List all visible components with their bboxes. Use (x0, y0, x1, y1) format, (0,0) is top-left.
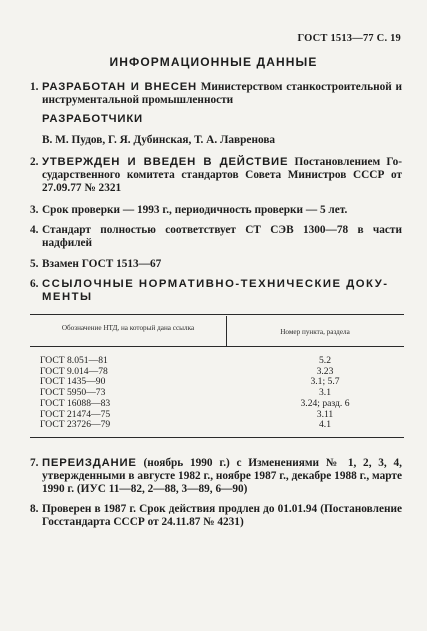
item-text: (ноябрь 1990 г.) с Изменениями № 1, 2, 3, 4, утвержденными в августе 1982 г., ноябре 1987 г., декабре 1988 г., марте 1990 г. (ИУС 11—82, 2—88, 3—89, 6—90) (42, 457, 402, 495)
info-item-4 (30, 224, 402, 250)
table-row-doc: ГОСТ 8.051—81 (40, 355, 108, 366)
info-item-5 (30, 258, 402, 271)
info-item-7 (30, 457, 402, 496)
info-item-2 (30, 156, 402, 195)
item-heading: УТВЕРЖДЕН И ВВЕДЕН В ДЕЙСТВИЕ (42, 156, 289, 168)
table-header-clause: Номер пункта, раздела (280, 328, 350, 336)
reference-documents-table (30, 314, 404, 438)
table-bottom-rule (30, 437, 404, 438)
info-item-8 (30, 503, 402, 529)
item-text: Стандарт полностью соответствует СТ СЭВ 1300—78 в части надфилей (42, 224, 402, 249)
table-row-doc: ГОСТ 9.014—78 (40, 365, 108, 377)
item-number: 7. (30, 457, 39, 469)
table-document-column (40, 356, 190, 431)
table-row-clause: 3.24; разд. 6 (300, 397, 350, 409)
item-text: Министерством станкостроительной и инструментальной промышленности (42, 81, 402, 106)
info-item-3 (30, 204, 402, 217)
item-number: 3. (30, 204, 39, 216)
table-header-rule (30, 346, 404, 347)
table-row-doc: ГОСТ 16088—83 (40, 397, 111, 409)
table-row-clause: 3.1 (319, 387, 331, 399)
item-number: 1. (30, 81, 39, 93)
item-heading: РАЗРАБОТАН И ВНЕСЕН (42, 81, 197, 93)
page-header: ГОСТ 1513—77 С. 19 (297, 33, 401, 44)
info-item-1 (30, 81, 402, 107)
table-row-doc: ГОСТ 23726—79 (40, 419, 111, 431)
item-text: Постановлением Государственного комитета стандартов Совета Министров СССР от 27.09.77 № 2321 (42, 156, 402, 194)
developers-heading: РАЗРАБОТЧИКИ (42, 113, 143, 125)
table-top-rule (30, 314, 404, 315)
item-number: 2. (30, 156, 39, 168)
table-row-clause: 5.2 (319, 355, 331, 366)
table-header-document: Обозначение НТД, на который дана ссылка (61, 324, 195, 332)
item-text: Срок проверки — 1993 г., периодичность проверки — 5 лет. (42, 204, 348, 216)
table-clause-column (270, 356, 380, 431)
table-row-doc: ГОСТ 1435—90 (40, 376, 106, 388)
table-row-clause: 3.23 (316, 365, 334, 377)
table-row-clause: 3.11 (316, 408, 334, 420)
developers-names: В. М. Пудов, Г. Я. Дубинская, Т. А. Лавренова (42, 134, 276, 146)
item-text: Взамен ГОСТ 1513—67 (42, 258, 162, 270)
item-number: 6. (30, 278, 39, 290)
item-number: 5. (30, 258, 39, 270)
item-heading: ССЫЛОЧНЫЕ НОРМАТИВНО-ТЕХНИЧЕСКИЕ ДОКУМЕНТЫ (42, 278, 388, 303)
table-column-divider (226, 316, 227, 346)
item-text: Проверен в 1987 г. Срок действия продлен до 01.01.94 (Постановление Госстандарта СССР от 24.11.87 № 4231) (42, 503, 402, 528)
item-heading: ПЕРЕИЗДАНИЕ (42, 457, 137, 469)
table-row-clause: 3.1; 5.7 (310, 376, 340, 388)
page-title: ИНФОРМАЦИОННЫЕ ДАННЫЕ (109, 55, 318, 69)
item-number: 8. (30, 503, 39, 515)
table-row-clause: 4.1 (319, 419, 331, 431)
table-row-doc: ГОСТ 5950—73 (40, 387, 106, 399)
info-item-6 (30, 278, 402, 304)
table-row-doc: ГОСТ 21474—75 (40, 408, 111, 420)
item-number: 4. (30, 224, 39, 236)
